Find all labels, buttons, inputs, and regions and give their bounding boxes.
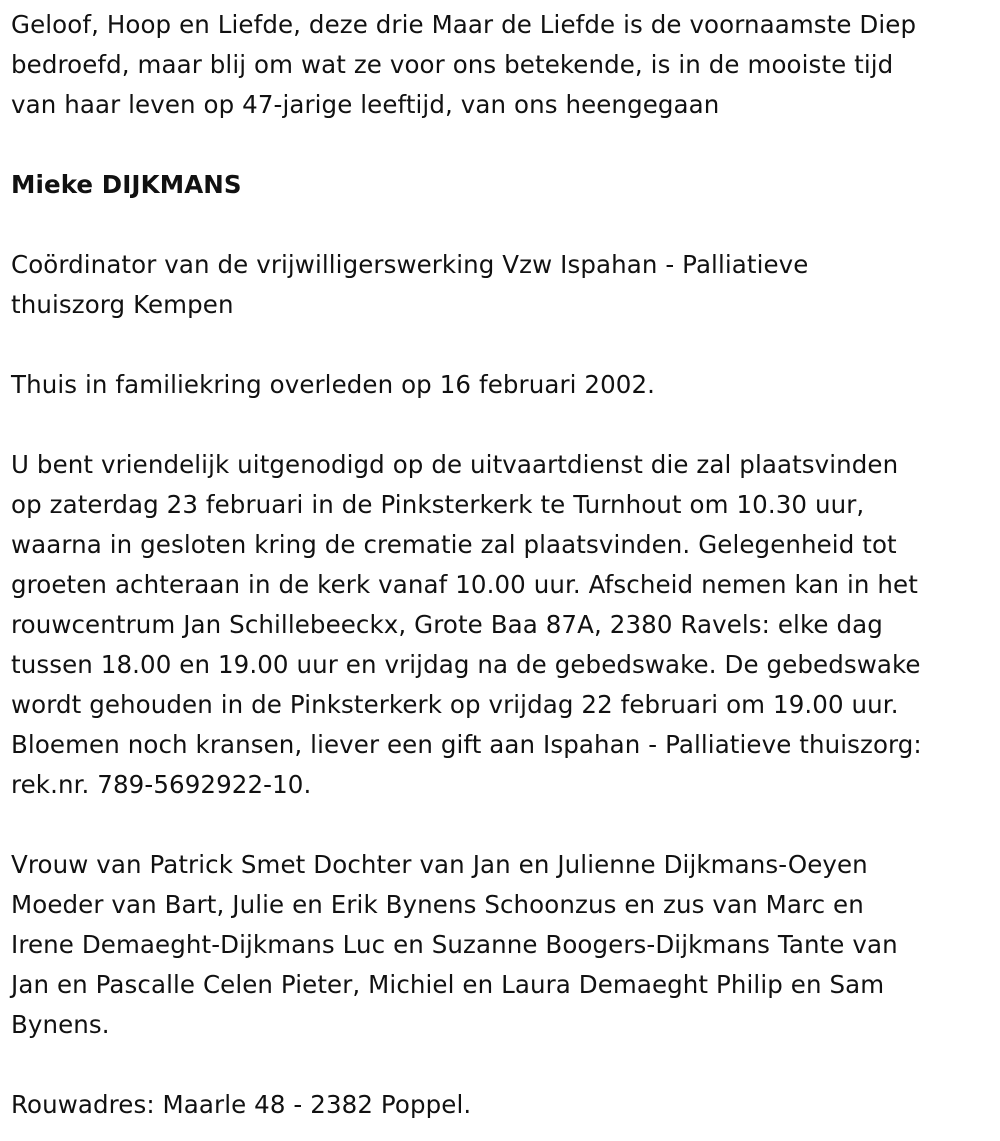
ceremony-line: waarna in gesloten kring de crematie zal plaatsvinden. Gelegenheid tot [11, 530, 897, 559]
ceremony-line: rek.nr. 789-5692922-10. [11, 770, 312, 799]
family-line: Bynens. [11, 1010, 110, 1039]
ceremony-line: rouwcentrum Jan Schillebeeckx, Grote Baa 87A, 2380 Ravels: elke dag [11, 610, 883, 639]
ceremony-line: op zaterdag 23 februari in de Pinksterkerk te Turnhout om 10.30 uur, [11, 490, 865, 519]
role-line: thuiszorg Kempen [11, 290, 234, 319]
intro-line: bedroefd, maar blij om wat ze voor ons betekende, is in de mooiste tijd [11, 50, 894, 79]
intro-line: Geloof, Hoop en Liefde, deze drie Maar de Liefde is de voornaamste Diep [11, 10, 917, 39]
family-line: Jan en Pascalle Celen Pieter, Michiel en Laura Demaeght Philip en Sam [11, 970, 885, 999]
family-paragraph [11, 845, 991, 1045]
ceremony-line: Bloemen noch kransen, liever een gift aan Ispahan - Palliatieve thuiszorg: [11, 730, 922, 759]
ceremony-line: U bent vriendelijk uitgenodigd op de uitvaartdienst die zal plaatsvinden [11, 450, 899, 479]
ceremony-line: tussen 18.00 en 19.00 uur en vrijdag na de gebedswake. De gebedswake [11, 650, 921, 679]
obituary-document [11, 5, 991, 1125]
intro-line: van haar leven op 47-jarige leeftijd, van ons heengegaan [11, 90, 720, 119]
death-notice: Thuis in familiekring overleden op 16 februari 2002. [11, 370, 656, 399]
mourning-address: Rouwadres: Maarle 48 - 2382 Poppel. [11, 1090, 472, 1119]
role-paragraph [11, 245, 991, 325]
family-line: Moeder van Bart, Julie en Erik Bynens Schoonzus en zus van Marc en [11, 890, 864, 919]
ceremony-line: wordt gehouden in de Pinksterkerk op vrijdag 22 februari om 19.00 uur. [11, 690, 899, 719]
role-line: Coördinator van de vrijwilligerswerking Vzw Ispahan - Palliatieve [11, 250, 809, 279]
intro-paragraph [11, 5, 991, 125]
ceremony-line: groeten achteraan in de kerk vanaf 10.00 uur. Afscheid nemen kan in het [11, 570, 918, 599]
family-line: Vrouw van Patrick Smet Dochter van Jan en Julienne Dijkmans-Oeyen [11, 850, 868, 879]
deceased-name: Mieke DIJKMANS [11, 170, 242, 199]
ceremony-paragraph [11, 445, 991, 805]
family-line: Irene Demaeght-Dijkmans Luc en Suzanne Boogers-Dijkmans Tante van [11, 930, 898, 959]
